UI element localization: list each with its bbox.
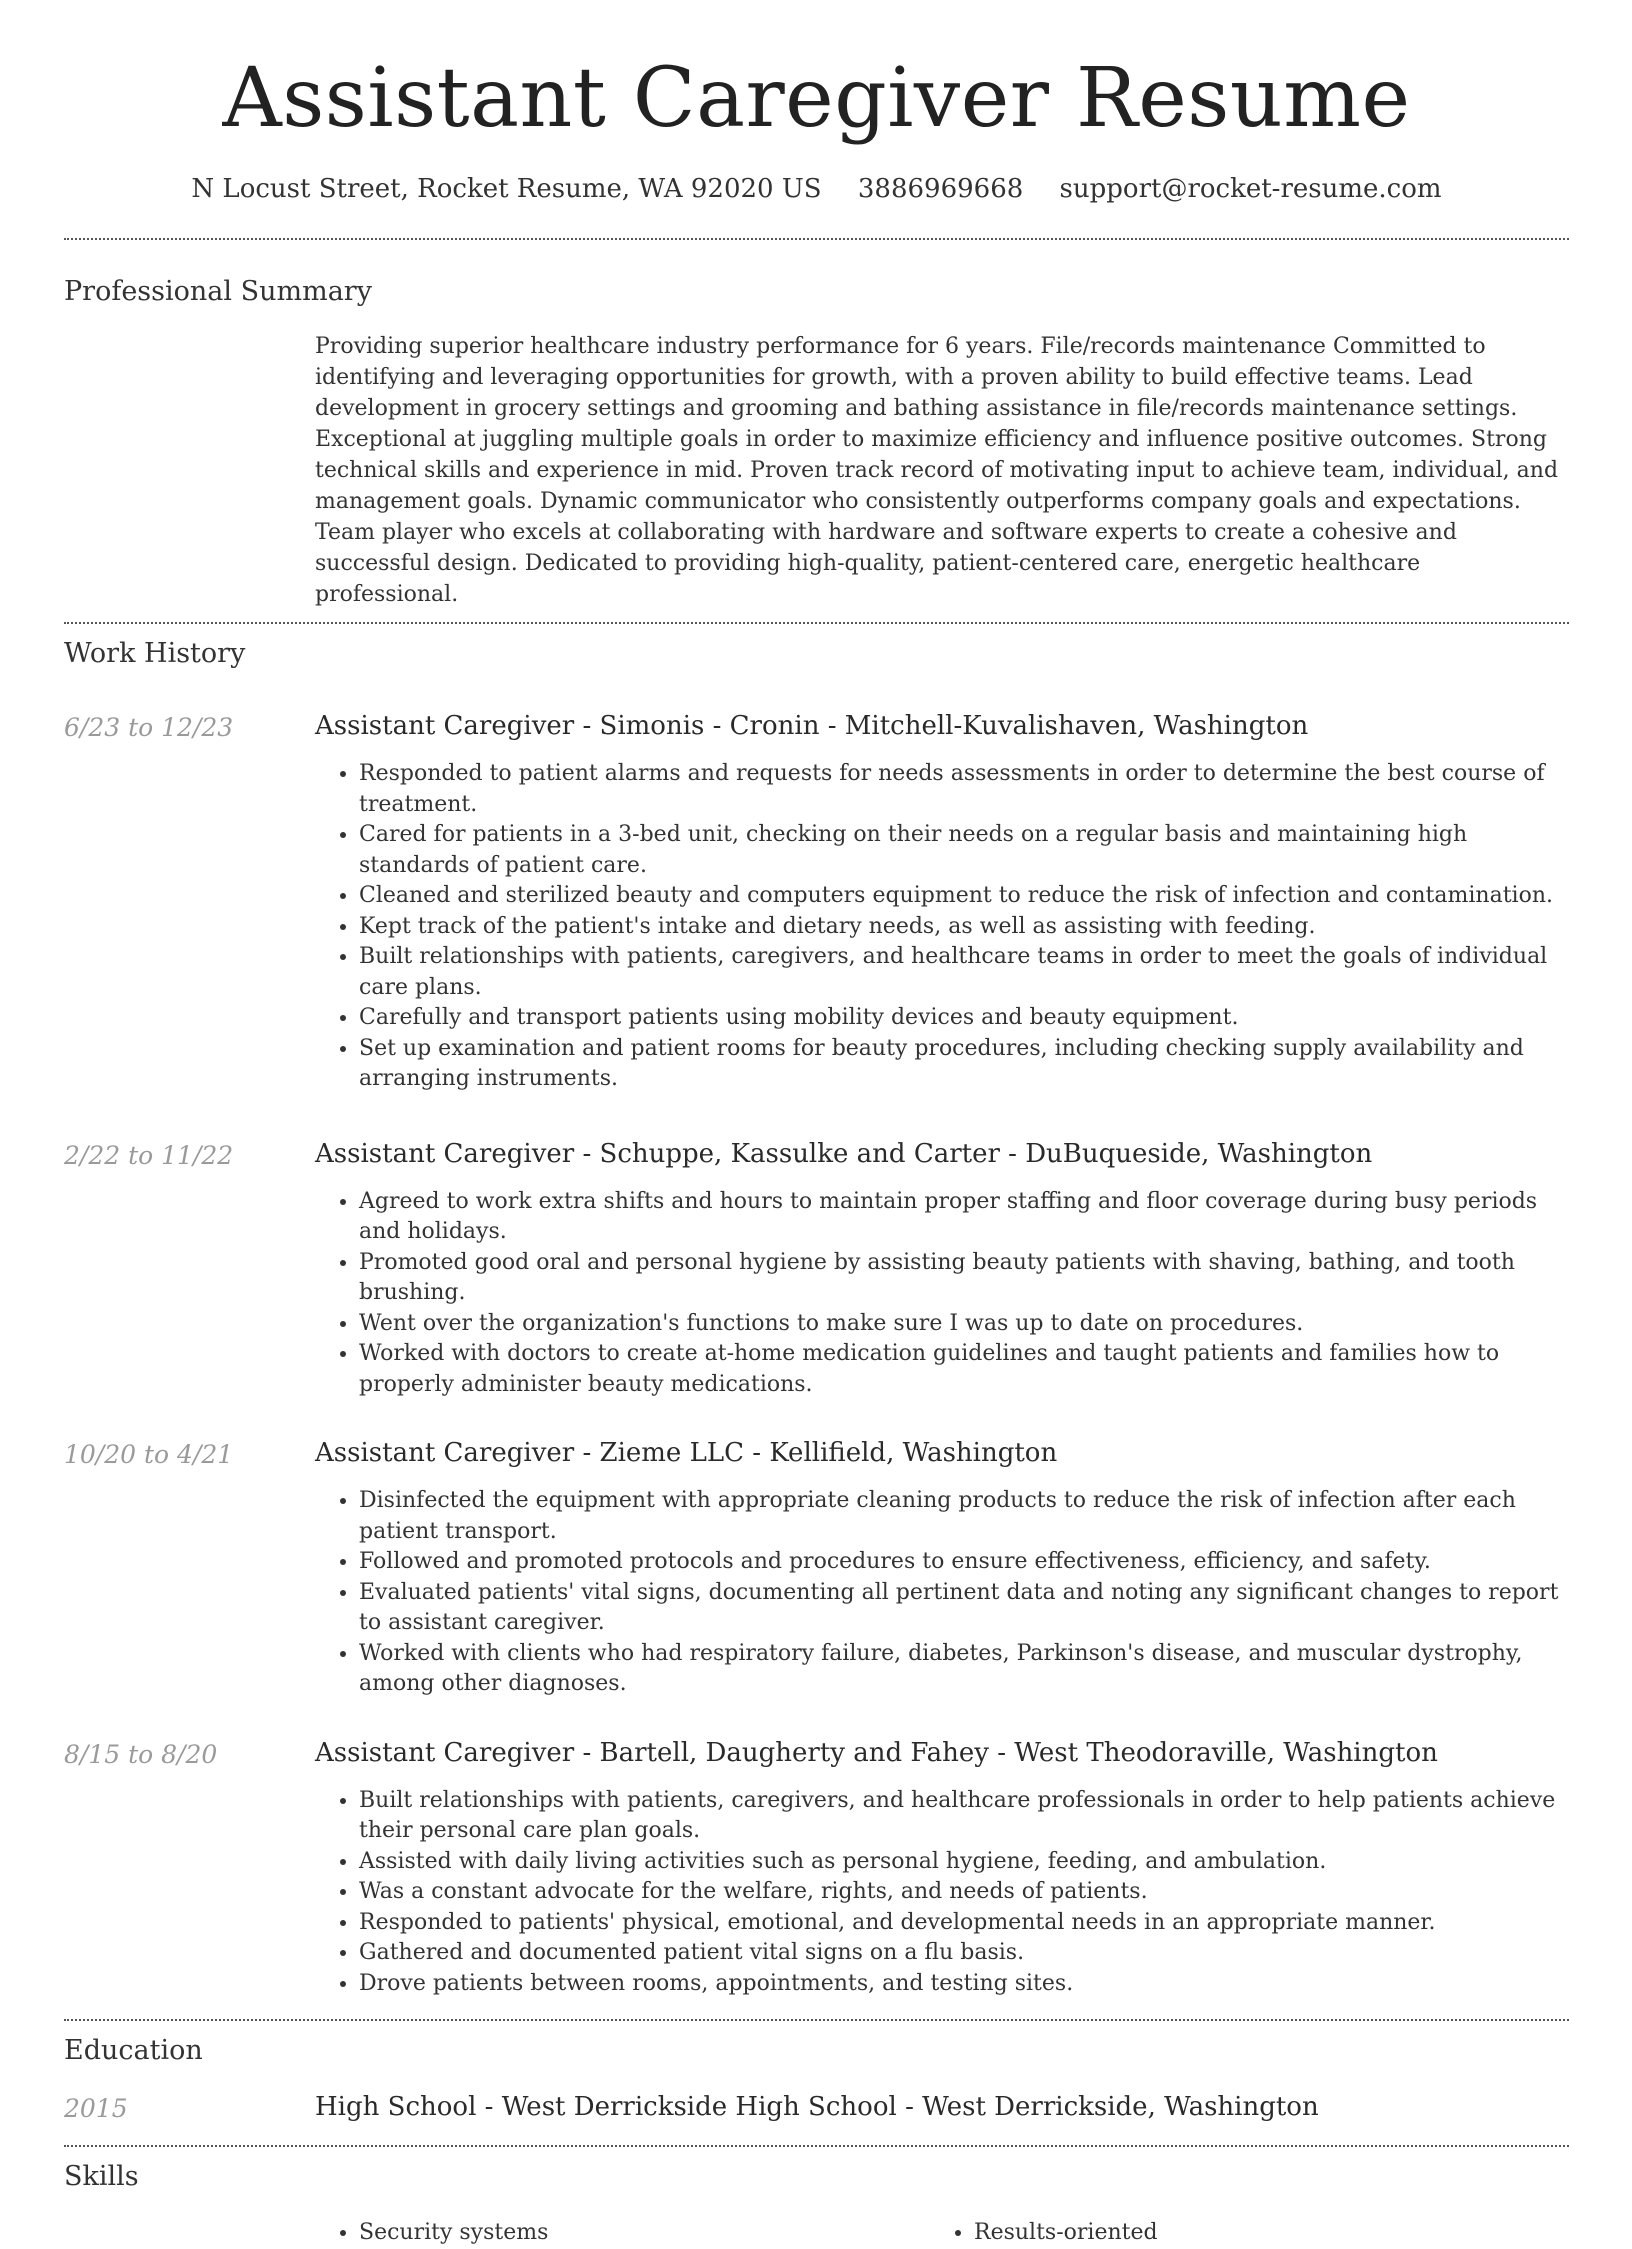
job-bullets	[315, 759, 1569, 1095]
skill-item: • Results-oriented	[974, 2218, 1545, 2249]
section-title-education: Education	[64, 2035, 203, 2066]
job-bullet: • Evaluated patients' vital signs, documenting all pertinent data and noting any significant changes to report to assistant caregiver.	[359, 1578, 1569, 1639]
education-title: High School - West Derrickside High School - West Derrickside, Washington	[315, 2092, 1319, 2122]
job-bullet: • Went over the organization's functions to make sure I was up to date on procedures.	[359, 1309, 1569, 1340]
section-title-work: Work History	[64, 638, 246, 669]
job-bullets	[315, 1187, 1569, 1401]
job-bullet: • Kept track of the patient's intake and dietary needs, as well as assisting with feeding.	[359, 912, 1569, 943]
job-entry	[64, 1440, 1569, 1700]
job-title: Assistant Caregiver - Bartell, Daugherty and Fahey - West Theodoraville, Washington	[315, 1737, 1438, 1768]
job-bullet: • Built relationships with patients, caregivers, and healthcare professionals in order to help patients achieve their personal care plan goals.	[359, 1786, 1569, 1847]
job-dates: 8/15 to 8/20	[64, 1739, 218, 1769]
job-bullet: • Worked with clients who had respiratory failure, diabetes, Parkinson's disease, and muscular dystrophy, among other diagnoses.	[359, 1639, 1569, 1700]
job-bullet: • Carefully and transport patients using mobility devices and beauty equipment.	[359, 1003, 1569, 1034]
skills-row	[64, 2218, 1569, 2249]
work-history-list	[64, 713, 1569, 1999]
divider	[64, 238, 1569, 240]
skills-list-right	[930, 2218, 1545, 2249]
skill-item: • Security systems	[359, 2218, 930, 2249]
section-title-summary: Professional Summary	[64, 276, 372, 307]
education-year: 2015	[64, 2094, 128, 2123]
job-bullet: • Promoted good oral and personal hygiene by assisting beauty patients with shaving, bathing, and tooth brushing.	[359, 1248, 1569, 1309]
job-entry	[64, 1138, 1569, 1401]
job-bullet: • Was a constant advocate for the welfare, rights, and needs of patients.	[359, 1877, 1569, 1908]
job-title: Assistant Caregiver - Schuppe, Kassulke and Carter - DuBuqueside, Washington	[315, 1138, 1373, 1169]
job-bullet: • Agreed to work extra shifts and hours to maintain proper staffing and floor coverage during busy periods and holidays.	[359, 1187, 1569, 1248]
job-bullet: • Assisted with daily living activities such as personal hygiene, feeding, and ambulation.	[359, 1847, 1569, 1878]
job-bullet: • Responded to patients' physical, emotional, and developmental needs in an appropriate manner.	[359, 1908, 1569, 1939]
contact-phone: 3886969668	[857, 174, 1024, 204]
section-title-skills: Skills	[64, 2161, 139, 2192]
job-bullet: • Cared for patients in a 3-bed unit, checking on their needs on a regular basis and maintaining high standards of patient care.	[359, 820, 1569, 881]
education-entry	[64, 2094, 1569, 2123]
summary-text: Providing superior healthcare industry performance for 6 years. File/records maintenance Committed to identifying and leveraging opportunities for growth, with a proven ability to build effective teams. Lead development in grocery settings and grooming and bathing assistance in file/records maintenance settings. Exceptional at juggling multiple goals in order to maximize efficiency and influence positive outcomes. Strong technical skills and experience in mid. Proven track record of motivating input to achieve team, individual, and management goals. Dynamic communicator who consistently outperforms company goals and expectations. Team player who excels at collaborating with hardware and software experts to create a cohesive and successful design. Dedicated to providing high-quality, patient-centered care, energetic healthcare professional.	[315, 334, 1559, 607]
job-title: Assistant Caregiver - Simonis - Cronin - Mitchell-Kuvalishaven, Washington	[315, 711, 1309, 741]
job-title: Assistant Caregiver - Zieme LLC - Kellifield, Washington	[315, 1438, 1058, 1468]
summary-row	[64, 331, 1569, 610]
resume-page	[64, 0, 1569, 2249]
job-bullet: • Gathered and documented patient vital signs on a flu basis.	[359, 1938, 1569, 1969]
skills-spacer	[64, 2218, 315, 2249]
job-bullet: • Built relationships with patients, caregivers, and healthcare teams in order to meet the goals of individual care plans.	[359, 942, 1569, 1003]
job-entry	[64, 1737, 1569, 2000]
divider	[64, 622, 1569, 624]
job-dates: 2/22 to 11/22	[64, 1140, 234, 1170]
contact-line	[64, 174, 1569, 204]
divider	[64, 2145, 1569, 2147]
job-bullet: • Responded to patient alarms and requests for needs assessments in order to determine the best course of treatment.	[359, 759, 1569, 820]
contact-email: support@rocket-resume.com	[1059, 174, 1442, 204]
job-bullets	[315, 1786, 1569, 2000]
job-dates: 10/20 to 4/21	[64, 1440, 234, 1469]
divider	[64, 2019, 1569, 2021]
job-bullet: • Set up examination and patient rooms for beauty procedures, including checking supply availability and arranging instruments.	[359, 1034, 1569, 1095]
contact-address: N Locust Street, Rocket Resume, WA 92020 US	[191, 174, 822, 204]
job-entry	[64, 713, 1569, 1095]
job-bullets	[315, 1486, 1569, 1700]
job-bullet: • Disinfected the equipment with appropriate cleaning products to reduce the risk of infection after each patient transport.	[359, 1486, 1569, 1547]
resume-title: Assistant Caregiver Resume	[222, 51, 1411, 146]
summary-spacer	[64, 331, 315, 610]
job-bullet: • Cleaned and sterilized beauty and computers equipment to reduce the risk of infection and contamination.	[359, 881, 1569, 912]
job-bullet: • Drove patients between rooms, appointments, and testing sites.	[359, 1969, 1569, 2000]
job-dates: 6/23 to 12/23	[64, 713, 234, 742]
job-bullet: • Worked with doctors to create at-home medication guidelines and taught patients and families how to properly administer beauty medications.	[359, 1339, 1569, 1400]
skills-list-left	[315, 2218, 930, 2249]
job-bullet: • Followed and promoted protocols and procedures to ensure effectiveness, efficiency, and safety.	[359, 1547, 1569, 1578]
